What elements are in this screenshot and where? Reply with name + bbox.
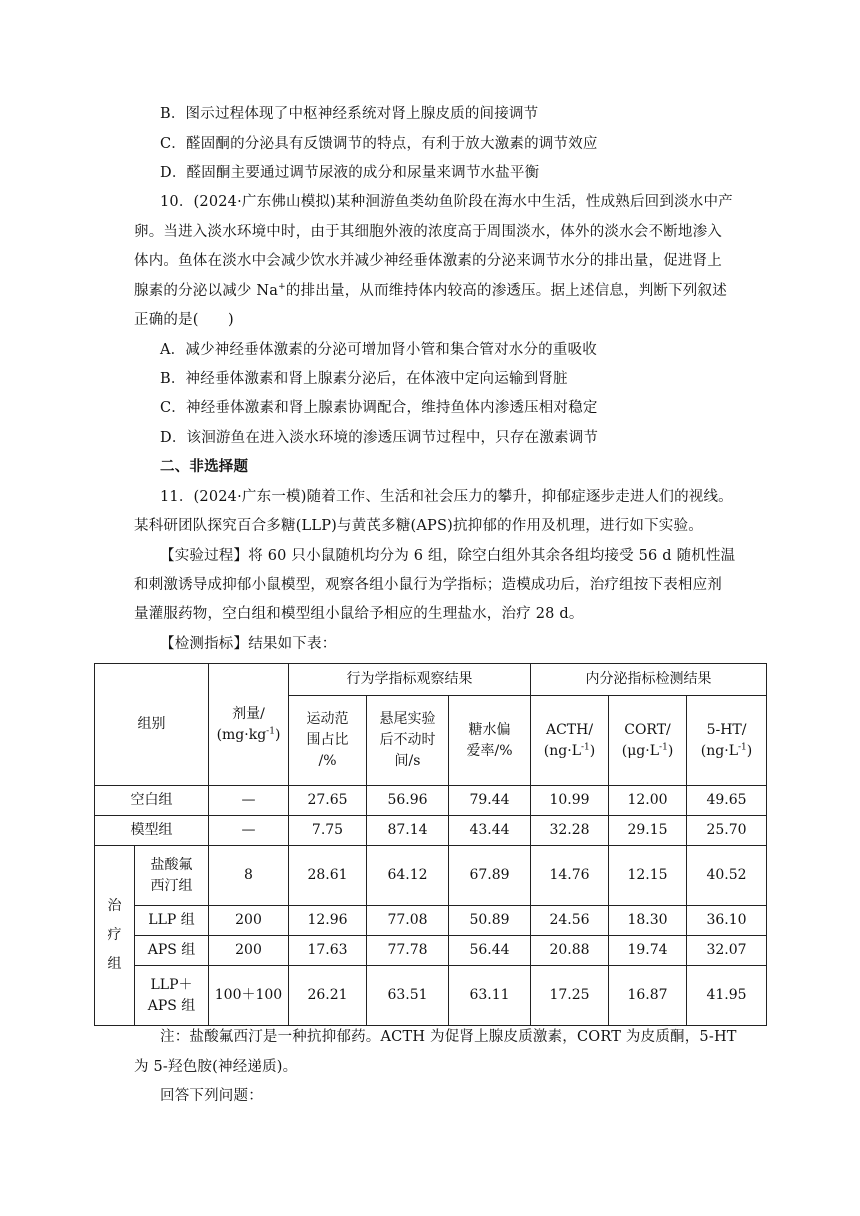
option-a: A．减少神经垂体激素的分泌可增加肾小管和集合管对水分的重吸收 — [160, 342, 597, 358]
dose-cell: 200 — [209, 936, 289, 966]
table-cell: 87.14 — [367, 816, 449, 846]
table-row — [95, 906, 767, 936]
table-cell: 63.11 — [449, 966, 531, 1026]
experiment-process: 【实验过程】将 60 只小鼠随机均分为 6 组，除空白组外其余各组均接受 56 d 随机性温 — [160, 548, 736, 564]
tail-suspension-header: 悬尾实验 后不动时 间/s — [367, 696, 449, 786]
table-cell: 17.63 — [289, 936, 367, 966]
option-d: D．该洄游鱼在进入淡水环境的渗透压调节过程中，只存在激素调节 — [160, 430, 599, 446]
dose-cell: — — [209, 786, 289, 816]
option-b: B．神经垂体激素和肾上腺素分泌后，在体液中定向运输到肾脏 — [160, 371, 568, 387]
behavior-header: 行为学指标观察结果 — [289, 664, 531, 696]
row-label: 空白组 — [95, 786, 209, 816]
table-cell: 56.96 — [367, 786, 449, 816]
table-cell: 7.75 — [289, 816, 367, 846]
table-cell: 56.44 — [449, 936, 531, 966]
row-label: LLP 组 — [135, 906, 209, 936]
option-d: D．醛固酮主要通过调节尿液的成分和尿量来调节水盐平衡 — [160, 165, 540, 181]
table-note: 为 5-羟色胺(神经递质)。 — [134, 1059, 298, 1075]
table-cell: 40.52 — [687, 846, 767, 906]
table-cell: 17.25 — [531, 966, 609, 1026]
dose-cell: 200 — [209, 906, 289, 936]
row-label: 盐酸氟 西汀组 — [135, 846, 209, 906]
table-cell: 32.07 — [687, 936, 767, 966]
table-row — [95, 936, 767, 966]
question-11-text: 某科研团队探究百合多糖(LLP)与黄芪多糖(APS)抗抑郁的作用及机理，进行如下实验。 — [134, 518, 703, 534]
table-row — [95, 786, 767, 816]
experiment-process: 和刺激诱导成抑郁小鼠模型，观察各组小鼠行为学指标；造模成功后，治疗组按下表相应剂 — [134, 577, 722, 593]
table-cell: 49.65 — [687, 786, 767, 816]
table-cell: 32.28 — [531, 816, 609, 846]
option-c: C．醛固酮的分泌具有反馈调节的特点，有利于放大激素的调节效应 — [160, 136, 598, 152]
table-cell: 20.88 — [531, 936, 609, 966]
answer-prompt: 回答下列问题： — [160, 1088, 263, 1104]
group-header: 组别 — [95, 664, 209, 786]
question-10-text: 正确的是( ) — [134, 312, 234, 328]
option-b: B．图示过程体现了中枢神经系统对肾上腺皮质的间接调节 — [160, 106, 539, 122]
question-10-text: 体内。鱼体在淡水中会减少饮水并减少神经垂体激素的分泌来调节水分的排出量，促进肾上 — [134, 253, 722, 269]
table-cell: 12.00 — [609, 786, 687, 816]
table-row — [95, 816, 767, 846]
question-11-stem: 11．(2024·广东一模)随着工作、生活和社会压力的攀升，抑郁症逐步走进人们的视线。 — [160, 489, 733, 505]
row-label: LLP＋ APS 组 — [135, 966, 209, 1026]
question-10-text: 卵。当进入淡水环境中时，由于其细胞外液的浓度高于周围淡水，体外的淡水会不断地渗入 — [134, 224, 722, 240]
table-cell: 18.30 — [609, 906, 687, 936]
sucrose-preference-header: 糖水偏 爱率/% — [449, 696, 531, 786]
detection-indicator: 【检测指标】结果如下表： — [160, 636, 337, 652]
table-cell: 63.51 — [367, 966, 449, 1026]
acth-header: ACTH/ $(ng\cdot L^{-1})$ — [531, 696, 609, 786]
table-cell: 27.65 — [289, 786, 367, 816]
dose-cell: 8 — [209, 846, 289, 906]
table-cell: 24.56 — [531, 906, 609, 936]
table-cell: 77.08 — [367, 906, 449, 936]
table-cell: 25.70 — [687, 816, 767, 846]
table-cell: 14.76 — [531, 846, 609, 906]
treatment-group-label: 治 疗 组 — [95, 846, 135, 1026]
table-cell: 19.74 — [609, 936, 687, 966]
table-cell: 67.89 — [449, 846, 531, 906]
dose-header: 剂量/ $(mg\cdot kg^{-1})$ — [209, 664, 289, 786]
table-cell: 29.15 — [609, 816, 687, 846]
section-heading: 二、非选择题 — [160, 458, 249, 475]
table-cell: 77.78 — [367, 936, 449, 966]
movement-range-header: 运动范 围占比 /% — [289, 696, 367, 786]
question-10-text: 腺素的分泌以减少 Na+的排出量，从而维持体内较高的渗透压。据上述信息，判断下列叙述 — [134, 282, 727, 299]
table-cell: 12.96 — [289, 906, 367, 936]
table-cell: 10.99 — [531, 786, 609, 816]
row-label: APS 组 — [135, 936, 209, 966]
table-cell: 50.89 — [449, 906, 531, 936]
dose-cell: 100＋100 — [209, 966, 289, 1026]
table-cell: 12.15 — [609, 846, 687, 906]
row-label: 模型组 — [95, 816, 209, 846]
experiment-process: 量灌服药物，空白组和模型组小鼠给予相应的生理盐水，治疗 28 d。 — [134, 606, 584, 622]
question-10-stem: 10．(2024·广东佛山模拟)某种洄游鱼类幼鱼阶段在海水中生活，性成熟后回到淡水中产 — [160, 194, 733, 210]
5ht-header: 5-HT/ $(ng\cdot L^{-1})$ — [687, 696, 767, 786]
table-cell: 28.61 — [289, 846, 367, 906]
table-cell: 36.10 — [687, 906, 767, 936]
table-cell: 16.87 — [609, 966, 687, 1026]
option-c: C．神经垂体激素和肾上腺素协调配合，维持鱼体内渗透压相对稳定 — [160, 400, 598, 416]
table-cell: 41.95 — [687, 966, 767, 1026]
table-cell: 43.44 — [449, 816, 531, 846]
table-cell: 64.12 — [367, 846, 449, 906]
table-row — [95, 966, 767, 1026]
results-table — [94, 663, 767, 1026]
table-cell: 79.44 — [449, 786, 531, 816]
table-note: 注：盐酸氟西汀是一种抗抑郁药。ACTH 为促肾上腺皮质激素，CORT 为皮质酮，5-HT — [160, 1029, 737, 1045]
endocrine-header: 内分泌指标检测结果 — [531, 664, 767, 696]
table-row — [95, 846, 767, 906]
dose-cell: — — [209, 816, 289, 846]
table-cell: 26.21 — [289, 966, 367, 1026]
cort-header: CORT/ $(\mu g\cdot L^{-1})$ — [609, 696, 687, 786]
